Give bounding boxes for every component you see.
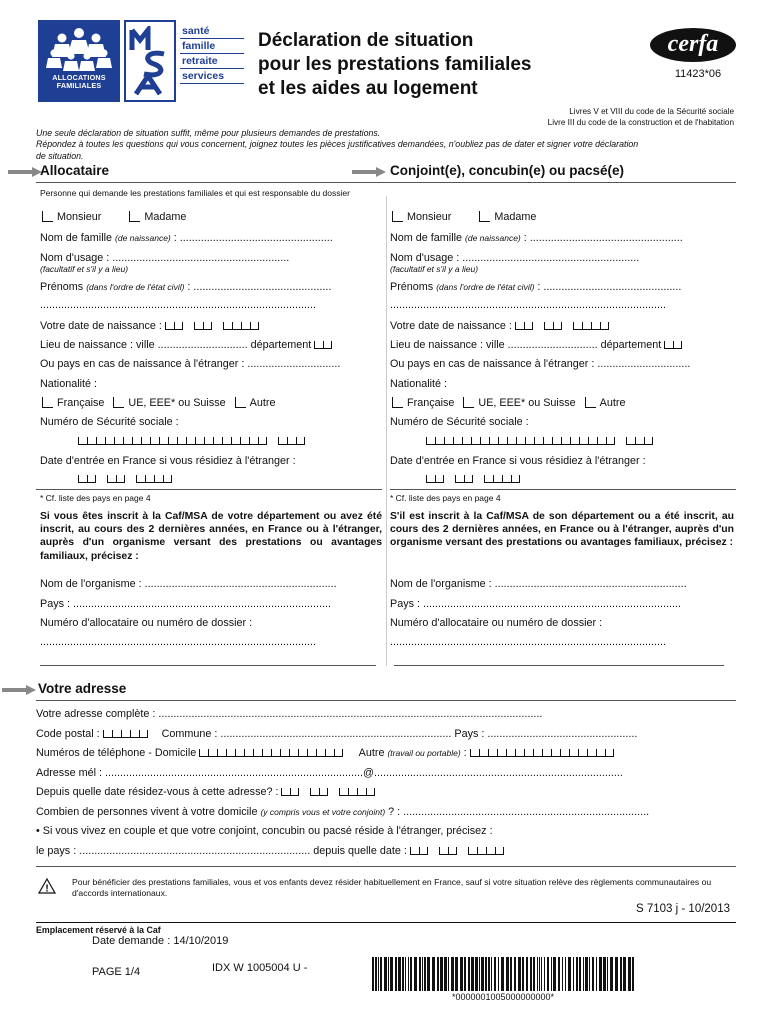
barcode-bar xyxy=(592,957,594,991)
field-dots: : .............................................. xyxy=(184,281,332,293)
adresse-complete-field[interactable]: Votre adresse complète : ................................................................................................................................ xyxy=(36,708,543,720)
barcode-bar xyxy=(583,957,584,991)
warning-icon xyxy=(38,878,56,894)
field-dots: ? : .................................................................................. xyxy=(385,806,650,818)
autre-label: Autre xyxy=(599,397,626,409)
barcode-bar xyxy=(620,957,622,991)
arrow-icon xyxy=(352,167,386,177)
barcode-bar xyxy=(579,957,581,991)
allocations-familiales-logo xyxy=(38,20,120,102)
barcode-bar xyxy=(375,957,377,991)
field-hint: (y compris vous et votre conjoint) xyxy=(260,807,386,817)
secu-label: Numéro de Sécurité sociale : xyxy=(40,416,179,428)
francaise-label: Française xyxy=(407,397,455,409)
barcode-bar xyxy=(510,957,512,991)
conjoint-title: Conjoint(e), concubin(e) ou pacsé(e) xyxy=(390,163,625,178)
barcode-bar xyxy=(514,957,516,991)
column-separator xyxy=(386,196,387,666)
intro-text xyxy=(36,128,736,162)
barcode-bar xyxy=(479,957,480,991)
title-line: pour les prestations familiales xyxy=(258,54,532,75)
msa-logo xyxy=(124,20,176,102)
adresse-title: Votre adresse xyxy=(38,681,127,696)
barcode-bar xyxy=(427,957,430,991)
field-label: Votre date de naissance : xyxy=(40,320,162,332)
adresse-row-2 xyxy=(36,727,637,741)
conjoint-organisme-field[interactable]: Nom de l'organisme : ................................................................ xyxy=(390,578,687,590)
legal-line: Livres V et VIII du code de la Sécurité sociale xyxy=(569,107,734,116)
idx-code: IDX W 1005004 U - xyxy=(212,962,308,974)
barcode-bar xyxy=(568,957,571,991)
madame-label: Madame xyxy=(144,211,187,223)
barcode-bar xyxy=(576,957,578,991)
day-boxes[interactable] xyxy=(515,320,533,330)
barcode-bar xyxy=(526,957,528,991)
divider xyxy=(390,489,736,490)
allocataire-title: Allocataire xyxy=(40,163,110,178)
francaise-checkbox[interactable] xyxy=(42,397,53,408)
barcode-bar xyxy=(372,957,374,991)
barcode-bar xyxy=(475,957,478,991)
barcode-bar xyxy=(551,957,552,991)
barcode-bar xyxy=(585,957,588,991)
title-line: et les aides au logement xyxy=(258,78,478,99)
code-postal-label: Code postal : xyxy=(36,728,100,740)
barcode-bar xyxy=(615,957,618,991)
barcode-bar xyxy=(471,957,474,991)
telephone-row xyxy=(36,746,614,760)
autre-tel-label: Autre xyxy=(358,747,385,759)
conjoint-prenoms-field[interactable] xyxy=(390,280,681,294)
intro-line: de situation. xyxy=(36,150,84,161)
barcode-bar xyxy=(547,957,549,991)
francaise-label: Française xyxy=(57,397,105,409)
nationalite-label: Nationalité : xyxy=(40,378,98,390)
num-allocataire-label: Numéro d'allocataire ou numéro de dossier : xyxy=(40,617,253,629)
divider xyxy=(36,866,736,867)
barcode-bar xyxy=(628,957,631,991)
barcode xyxy=(372,957,634,991)
barcode-bar xyxy=(610,957,613,991)
field-label: Nom de famille xyxy=(40,232,113,244)
conjoint-secu-boxes[interactable] xyxy=(426,434,653,448)
barcode-bar xyxy=(432,957,435,991)
msa-word: services xyxy=(180,69,244,84)
warning-glyph: ! xyxy=(45,883,49,894)
document-title xyxy=(258,29,598,101)
telephone-domicile-boxes[interactable] xyxy=(199,747,343,757)
barcode-bar xyxy=(573,957,574,991)
autre-label: Autre xyxy=(249,397,276,409)
barcode-bar xyxy=(530,957,532,991)
barcode-bar xyxy=(468,957,470,991)
barcode-bar xyxy=(437,957,439,991)
conjoint-nom-famille-field[interactable] xyxy=(390,231,683,245)
month-boxes[interactable] xyxy=(439,845,457,855)
conjoint-prenoms-line-2[interactable]: ............................................................................................ xyxy=(390,299,666,311)
field-label: Lieu de naissance : ville .............................. département xyxy=(390,339,662,351)
msa-letters-icon xyxy=(128,26,172,98)
conjoint-lieu-naissance-field[interactable] xyxy=(390,338,682,352)
field-hint: (de naissance) xyxy=(115,233,171,243)
conjoint-num-allocataire-label: Numéro d'allocataire ou numéro de dossier : xyxy=(390,617,603,629)
barcode-bar xyxy=(395,957,397,991)
conjoint-nationalite-label: Nationalité : xyxy=(390,378,448,390)
pays-organisme-field[interactable]: Pays : ...................................................................................... xyxy=(40,598,331,610)
form-code: S 7103 j - 10/2013 xyxy=(636,903,730,915)
barcode-bar xyxy=(596,957,597,991)
barcode-bar xyxy=(378,957,379,991)
couple-etranger-text: • Si vous vivez en couple et que votre conjoint, concubin ou pacsé réside à l'étranger, précisez : xyxy=(36,825,493,837)
barcode-bar xyxy=(498,957,499,991)
conjoint-nationalite-row xyxy=(392,396,625,410)
field-hint: (dans l'ordre de l'état civil) xyxy=(86,282,185,292)
field-dots: : ................................................... xyxy=(520,232,683,244)
msa-word: retraite xyxy=(180,54,244,69)
field-label: Votre date de naissance : xyxy=(390,320,512,332)
autre-tel-hint: (travail ou portable) xyxy=(387,748,461,758)
date-naissance-field[interactable] xyxy=(40,319,259,333)
monsieur-label: Monsieur xyxy=(407,211,452,223)
prenoms-line-2[interactable]: ............................................................................................ xyxy=(40,299,316,311)
barcode-bar xyxy=(481,957,484,991)
arrow-icon xyxy=(2,685,36,695)
barcode-bar xyxy=(440,957,443,991)
divider xyxy=(36,700,736,701)
monsieur-checkbox[interactable] xyxy=(42,211,53,222)
divider xyxy=(40,665,376,666)
barcode-bar xyxy=(623,957,626,991)
day-boxes[interactable] xyxy=(410,845,428,855)
conjoint-pays-organisme-field[interactable]: Pays : ...................................................................................... xyxy=(390,598,681,610)
barcode-bar xyxy=(424,957,426,991)
year-boxes[interactable] xyxy=(573,320,609,330)
barcode-bar xyxy=(501,957,504,991)
barcode-bar xyxy=(398,957,401,991)
barcode-bar xyxy=(485,957,487,991)
field-hint: (dans l'ordre de l'état civil) xyxy=(436,282,535,292)
barcode-bar xyxy=(414,957,417,991)
month-boxes[interactable] xyxy=(194,320,212,330)
barcode-bar xyxy=(558,957,560,991)
autre-checkbox[interactable] xyxy=(235,397,246,408)
depuis-adresse-field[interactable] xyxy=(36,785,375,799)
monsieur-checkbox[interactable] xyxy=(392,211,403,222)
caf-instructions: Si vous êtes inscrit à la Caf/MSA de votre département ou avez été inscrit, au cours des 2 dernières années, en France ou à l'étranger, auprès d'un organisme versant des prestations ou avantages familiaux, précisez : xyxy=(40,511,382,562)
nom-usage-hint: (facultatif et s'il y a lieu) xyxy=(40,264,129,274)
conjoint-date-naissance-field[interactable] xyxy=(390,319,609,333)
date-demande: Date demande : 14/10/2019 xyxy=(92,935,229,947)
intro-line: Une seule déclaration de situation suffit, même pour plusieurs demandes de prestations. xyxy=(36,128,381,138)
barcode-bar xyxy=(451,957,454,991)
msa-word: famille xyxy=(180,39,244,54)
year-boxes[interactable] xyxy=(223,320,259,330)
num-allocataire-field[interactable]: ............................................................................................ xyxy=(40,636,316,648)
barcode-bar xyxy=(380,957,382,991)
barcode-bar xyxy=(448,957,449,991)
legal-line: Livre III du code de la construction et de l'habitation xyxy=(547,118,734,127)
field-label: Depuis quelle date résidez-vous à cette adresse? : xyxy=(36,786,279,798)
ue-checkbox[interactable] xyxy=(113,397,124,408)
depuis-date-label: depuis quelle date : xyxy=(313,845,407,857)
barcode-bar xyxy=(522,957,524,991)
barcode-bar xyxy=(607,957,608,991)
barcode-bar xyxy=(494,957,496,991)
ue-checkbox[interactable] xyxy=(463,397,474,408)
telephone-label: Numéros de téléphone - Domicile xyxy=(36,747,197,759)
departement-boxes[interactable] xyxy=(314,339,332,349)
divider xyxy=(394,665,724,666)
reserved-label: Emplacement réservé à la Caf xyxy=(36,925,161,935)
madame-checkbox[interactable] xyxy=(129,211,140,222)
msa-tagline xyxy=(180,24,244,84)
cerfa-logo: cerfa xyxy=(650,28,736,62)
barcode-bar xyxy=(402,957,404,991)
field-label: Prénoms xyxy=(390,281,434,293)
page-number: PAGE 1/4 xyxy=(92,966,141,978)
barcode-bar xyxy=(464,957,466,991)
barcode-bar xyxy=(444,957,447,991)
telephone-autre-boxes[interactable] xyxy=(470,747,614,757)
field-hint: (de naissance) xyxy=(465,233,521,243)
conjoint-entree-france-boxes[interactable] xyxy=(426,472,520,486)
nationalite-row xyxy=(42,396,275,410)
francaise-checkbox[interactable] xyxy=(392,397,403,408)
nom-famille-field[interactable] xyxy=(40,231,333,245)
barcode-bar xyxy=(410,957,412,991)
arrow-icon xyxy=(8,167,42,177)
barcode-bar xyxy=(553,957,556,991)
commune-field[interactable]: Commune : ............................................................................. xyxy=(161,728,452,740)
barcode-bar xyxy=(562,957,563,991)
field-label: Combien de personnes vivent à votre domicile xyxy=(36,806,258,818)
barcode-bar xyxy=(541,957,542,991)
barcode-bar xyxy=(518,957,521,991)
pays-naissance-field[interactable]: Ou pays en cas de naissance à l'étranger : ............................... xyxy=(40,358,341,370)
couple-pays-row xyxy=(36,844,504,858)
barcode-bar xyxy=(539,957,540,991)
le-pays-field[interactable]: le pays : ............................................................................. xyxy=(36,845,311,857)
secu-boxes[interactable] xyxy=(78,434,305,448)
barcode-bar xyxy=(460,957,463,991)
conjoint-pays-naissance-field[interactable]: Ou pays en cas de naissance à l'étranger : ............................... xyxy=(390,358,691,370)
autre-checkbox[interactable] xyxy=(585,397,596,408)
field-label: Prénoms xyxy=(40,281,84,293)
barcode-bar xyxy=(632,957,634,991)
field-label: Lieu de naissance : ville .............................. département xyxy=(40,339,312,351)
divider xyxy=(36,489,382,490)
intro-line: Répondez à toutes les questions qui vous concernent, joignez toutes les pièces justificatives demandées, n'oubliez pas de dater et signer votre déclaration xyxy=(36,139,639,150)
barcode-bar xyxy=(533,957,535,991)
email-field[interactable]: Adresse mél : ......................................................................................@................................................................................... xyxy=(36,767,623,779)
entree-france-label: Date d'entrée en France si vous résidiez à l'étranger : xyxy=(40,455,296,467)
conjoint-nom-usage-hint: (facultatif et s'il y a lieu) xyxy=(390,264,479,274)
title-line: Déclaration de situation xyxy=(258,30,474,51)
barcode-bar xyxy=(455,957,458,991)
conjoint-secu-label: Numéro de Sécurité sociale : xyxy=(390,416,529,428)
nombre-personnes-field[interactable] xyxy=(36,805,649,819)
msa-word: santé xyxy=(180,24,244,39)
pays-note: * Cf. liste des pays en page 4 xyxy=(40,493,151,503)
madame-label: Madame xyxy=(494,211,537,223)
conjoint-num-allocataire-field[interactable]: ............................................................................................ xyxy=(390,636,666,648)
barcode-bar xyxy=(388,957,389,991)
conjoint-caf-instructions: S'il est inscrit à la Caf/MSA de son département ou a été inscrit, au cours des 2 dernières années, en France ou à l'étranger, auprès d'un organisme versant des prestations ou avantages familiaux, précisez : xyxy=(390,511,734,549)
conjoint-civilite-row xyxy=(392,210,536,224)
ue-label: UE, EEE* ou Suisse xyxy=(478,397,576,409)
field-label: Nom de famille xyxy=(390,232,463,244)
barcode-bar xyxy=(589,957,590,991)
cerfa-number: 11423*06 xyxy=(674,68,722,80)
entree-france-boxes[interactable] xyxy=(78,472,172,486)
barcode-bar xyxy=(419,957,421,991)
barcode-bar xyxy=(422,957,423,991)
civilite-row xyxy=(42,210,186,224)
barcode-bar xyxy=(537,957,538,991)
autre-tel-colon: : xyxy=(460,747,467,759)
conjoint-entree-france-label: Date d'entrée en France si vous résidiez à l'étranger : xyxy=(390,455,646,467)
barcode-bar xyxy=(491,957,492,991)
barcode-bar xyxy=(408,957,409,991)
nom-usage-field[interactable]: Nom d'usage : ........................................................... xyxy=(40,252,290,264)
barcode-bar xyxy=(390,957,393,991)
logo-af-text: ALLOCATIONS FAMILIALES xyxy=(52,73,106,91)
barcode-bar xyxy=(599,957,602,991)
barcode-bar xyxy=(506,957,509,991)
barcode-bar xyxy=(544,957,545,991)
conjoint-pays-note: * Cf. liste des pays en page 4 xyxy=(390,493,501,503)
year-boxes[interactable] xyxy=(468,845,504,855)
barcode-number: *0000001005000000000* xyxy=(451,992,555,1002)
legal-references xyxy=(548,106,734,128)
family-figures-icon xyxy=(46,26,112,72)
pays-field[interactable]: Pays : .................................................. xyxy=(454,728,638,740)
month-boxes[interactable] xyxy=(544,320,562,330)
organisme-field[interactable]: Nom de l'organisme : ................................................................ xyxy=(40,578,337,590)
conjoint-nom-usage-field[interactable]: Nom d'usage : ........................................................... xyxy=(390,252,640,264)
warning-text: Pour bénéficier des prestations familiales, vous et vos enfants devez résider habituellement en France, sauf si votre situation relève des règlements communautaires ou d'accords internationaux. xyxy=(72,877,712,898)
barcode-bar xyxy=(405,957,406,991)
monsieur-label: Monsieur xyxy=(57,211,102,223)
barcode-bar xyxy=(565,957,566,991)
departement-boxes[interactable] xyxy=(664,339,682,349)
madame-checkbox[interactable] xyxy=(479,211,490,222)
ue-label: UE, EEE* ou Suisse xyxy=(128,397,226,409)
field-dots: : .............................................. xyxy=(534,281,682,293)
lieu-naissance-field[interactable] xyxy=(40,338,332,352)
barcode-bar xyxy=(603,957,606,991)
day-boxes[interactable] xyxy=(165,320,183,330)
allocataire-subtitle: Personne qui demande les prestations familiales et qui est responsable du dossier xyxy=(40,188,350,198)
code-postal-boxes[interactable] xyxy=(103,728,148,738)
barcode-bar xyxy=(488,957,490,991)
field-dots: : ................................................... xyxy=(170,232,333,244)
prenoms-field[interactable] xyxy=(40,280,331,294)
divider xyxy=(36,182,736,183)
barcode-bar xyxy=(384,957,387,991)
